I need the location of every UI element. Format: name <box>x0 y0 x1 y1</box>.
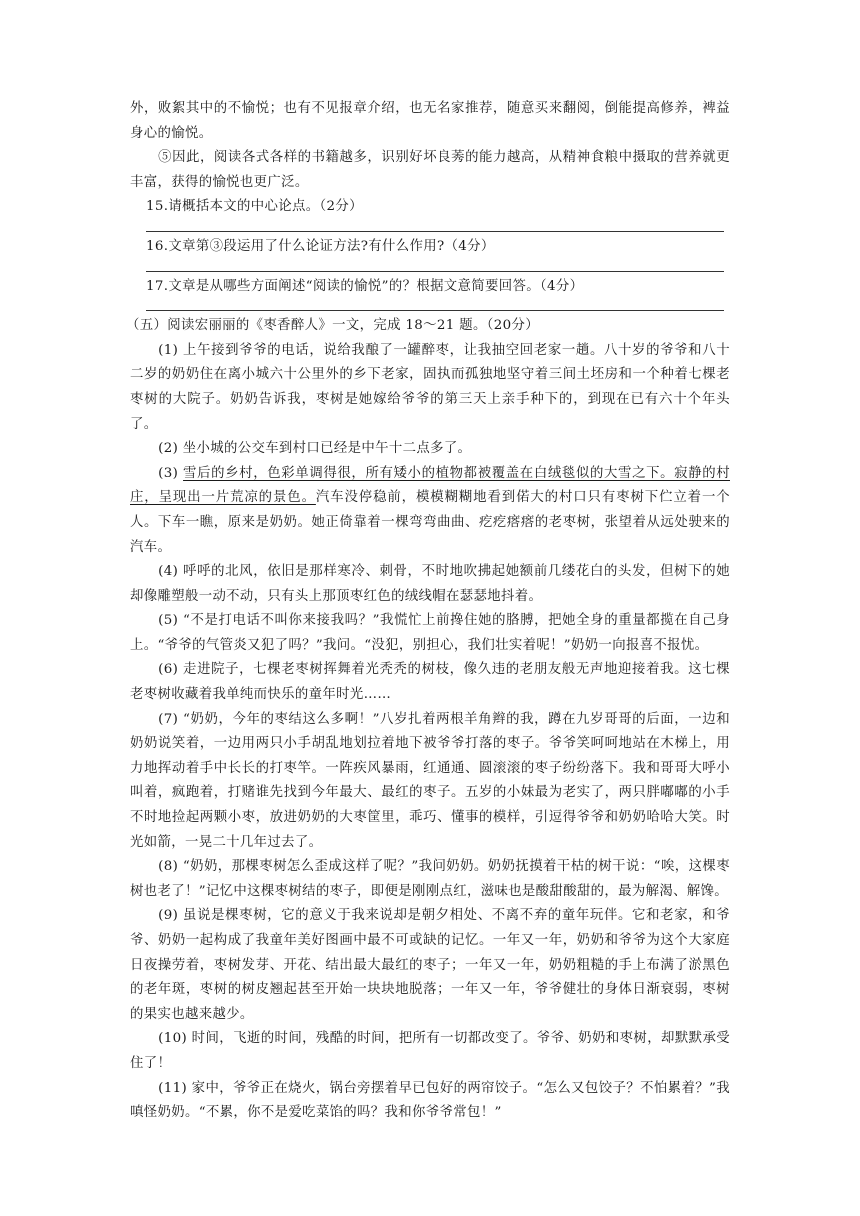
story-paragraph-10: (10) 时间，飞逝的时间，残酷的时间，把所有一切都改变了。爷爷、奶奶和枣树，却默默承受住了！ <box>130 1031 730 1071</box>
underlined-sentence: 雪后的乡村，色彩单调得很，所有矮小的植物都被覆盖在白绒毯似的大雪之下。寂静的村庄，呈现出一片荒凉的景色。 <box>130 465 730 506</box>
document-page <box>126 97 730 1126</box>
story-paragraph-1: (1) 上午接到爷爷的电话，说给我酿了一罐醉枣，让我抽空回老家一趟。八十岁的爷爷和八十二岁的奶奶住在离小城六十公里外的乡下老家，固执而孤独地坚守着三间土坯房和一个种着七棵老枣树的大院子。奶奶告诉我，枣树是她嫁给爷爷的第三天上亲手种下的，到现在已有六十个年头了。 <box>130 342 730 432</box>
question-17: 17.文章是从哪些方面阐述“阅读的愉悦”的？根据文意简要回答。（4分） <box>146 278 584 294</box>
story-paragraph-9: (9) 虽说是棵枣树，它的意义于我来说却是朝夕相处、不离不弃的童年玩伴。它和老家，和爷爷、奶奶一起构成了我童年美好图画中最不可或缺的记忆。一年又一年，奶奶和爷爷为这个大家庭日夜操劳着，枣树发芽、开花、结出最大最红的枣子；一年又一年，奶奶粗糙的手上布满了淤黑色的老年斑，枣树的树皮翘起甚至开始一块块地脱落；一年又一年，爷爷健壮的身体日渐衰弱，枣树的果实也越来越少。 <box>130 908 730 1022</box>
story-paragraph-5: (5) “不是打电话不叫你来接我吗？”我慌忙上前搀住她的胳膊，把她全身的重量都揽在自己身上。“爷爷的气管炎又犯了吗？”我问。“没犯，别担心，我们壮实着呢！”奶奶一向报喜不报忧。 <box>130 613 730 653</box>
answer-line-16 <box>146 271 724 272</box>
story-paragraph-2: (2) 坐小城的公交车到村口已经是中午十二点多了。 <box>158 441 472 457</box>
section-heading: （五）阅读宏丽丽的《枣香醉人》一文，完成 18～21 题。（20分） <box>126 318 539 334</box>
paragraph-3-label: (3) <box>158 465 184 481</box>
answer-line-15 <box>146 231 724 232</box>
story-paragraph-3 <box>130 462 730 560</box>
story-paragraph-8: (8) “奶奶，那棵枣树怎么歪成这样了呢？”我问奶奶。奶奶抚摸着干枯的树干说：“唉，这棵枣树也老了！”记忆中这棵枣树结的枣子，即便是刚刚点红，滋味也是酸甜酸甜的，最为解渴、解馋。 <box>130 859 730 899</box>
story-paragraph-11: (11) 家中，爷爷正在烧火，锅台旁摆着早已包好的两帘饺子。“怎么又包饺子？不怕累着？”我嗔怪奶奶。“不累，你不是爱吃菜馅的吗？我和你爷爷常包！” <box>130 1080 730 1121</box>
paragraph-5: ⑤因此，阅读各式各样的书籍越多，识别好坏良莠的能力越高，从精神食粮中摄取的营养就更丰富，获得的愉悦也更广泛。 <box>130 150 730 190</box>
continuation-text: 外，败絮其中的不愉悦；也有不见报章介绍，也无名家推荐，随意买来翻阅，倒能提高修养，裨益身心的愉悦。 <box>130 101 730 141</box>
answer-line-17 <box>146 310 724 311</box>
story-paragraph-4: (4) 呼呼的北风，依旧是那样寒冷、刺骨，不时地吹拂起她额前几缕花白的头发，但树下的她却像雕塑般一动不动，只有头上那顶枣红色的绒线帽在瑟瑟地抖着。 <box>130 564 730 604</box>
story-paragraph-7: (7) “奶奶，今年的枣结这么多啊！”八岁扎着两根羊角辫的我，蹲在九岁哥哥的后面，一边和奶奶说笑着，一边用两只小手胡乱地划拉着地下被爷爷打落的枣子。爷爷笑呵呵地站在木梯上，用力地挥动着手中长长的打枣竿。一阵疾风暴雨，红通通、圆滚滚的枣子纷纷落下。我和哥哥大呼小叫着，疯跑着，打赌谁先找到今年最大、最红的枣子。五岁的小妹最为老实了，两只胖嘟嘟的小手不时地捡起两颗小枣，放进奶奶的大枣筐里，乖巧、懂事的模样，引逗得爷爷和奶奶哈哈大笑。时光如箭，一晃二十几年过去了。 <box>130 711 730 850</box>
story-paragraph-6: (6) 走进院子，七棵老枣树挥舞着光秃秃的树枝，像久违的老朋友般无声地迎接着我。这七棵老枣树收藏着我单纯而快乐的童年时光…… <box>130 662 730 703</box>
question-15: 15.请概括本文的中心论点。（2分） <box>146 199 363 215</box>
paragraph-3-rest: 汽车没停稳前，模模糊糊地看到偌大的村口只有枣树下伫立着一个人。下车一瞧，原来是奶奶。她正倚靠着一棵弯弯曲曲、疙疙瘩瘩的老枣树，张望着从远处驶来的汽车。 <box>130 490 730 555</box>
question-16: 16.文章第③段运用了什么论证方法?有什么作用?（4分） <box>146 238 495 254</box>
